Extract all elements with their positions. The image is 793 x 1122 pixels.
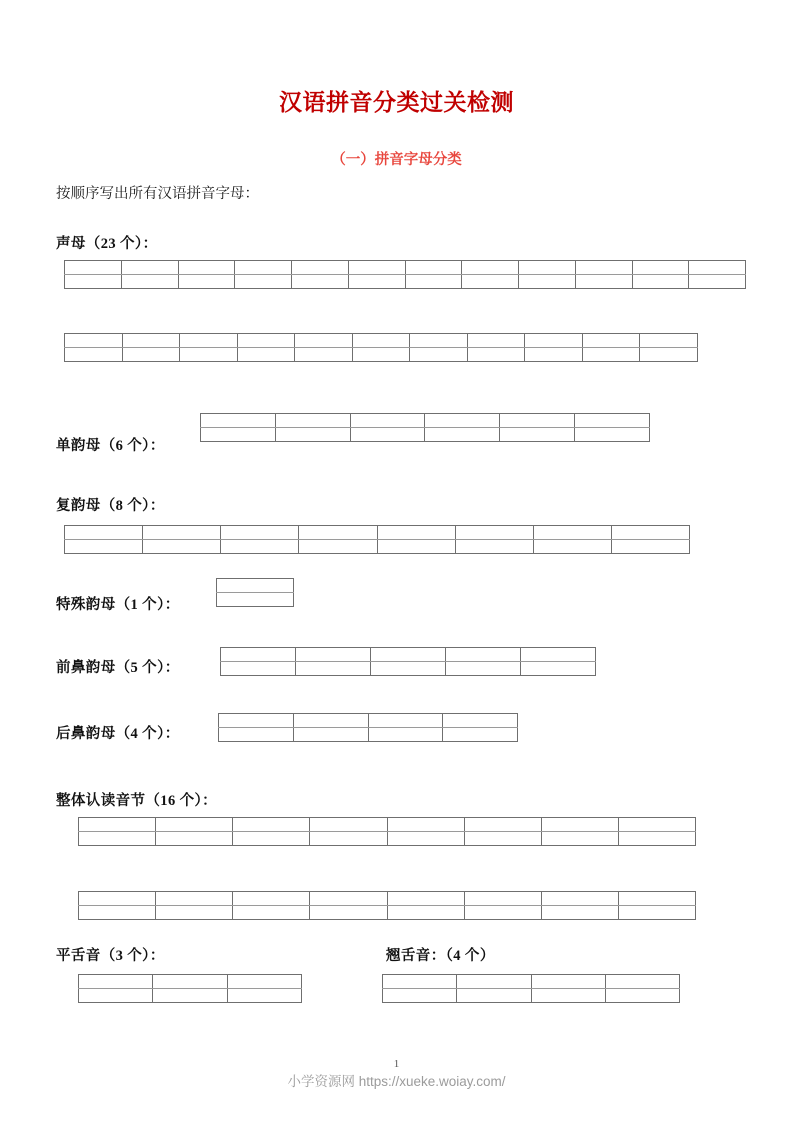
answer-row [219,728,518,742]
answer-cell[interactable] [227,975,301,989]
answer-cell[interactable] [235,275,292,289]
answer-cell[interactable] [233,892,310,906]
answer-cell[interactable] [618,832,695,846]
answer-cell[interactable] [500,414,575,428]
answer-cell[interactable] [122,348,180,362]
answer-cell[interactable] [410,334,468,348]
answer-cell[interactable] [275,414,350,428]
answer-cell[interactable] [582,334,640,348]
answer-cell[interactable] [221,648,296,662]
answer-cell[interactable] [292,261,349,275]
answer-cell[interactable] [201,428,276,442]
answer-cell[interactable] [350,414,425,428]
answer-cell[interactable] [121,275,178,289]
answer-cell[interactable] [156,892,233,906]
answer-cell[interactable] [446,662,521,676]
footer-credit: 小学资源网 https://xueke.woiay.com/ [287,1074,506,1089]
answer-cell[interactable] [79,818,156,832]
answer-grid-pingsheyin[interactable] [78,974,302,1003]
answer-cell[interactable] [519,275,576,289]
answer-grid-zhengtirendu-2[interactable] [78,891,696,920]
answer-cell[interactable] [455,540,533,554]
answer-cell[interactable] [457,989,531,1003]
answer-grid-shengmu-1[interactable] [64,260,746,289]
answer-row [65,540,690,554]
answer-cell[interactable] [457,975,531,989]
answer-cell[interactable] [383,989,457,1003]
answer-row [221,662,596,676]
answer-cell[interactable] [618,906,695,920]
answer-cell[interactable] [275,428,350,442]
answer-cell[interactable] [455,526,533,540]
answer-cell[interactable] [180,334,238,348]
answer-row [79,906,696,920]
page-title: 汉语拼音分类过关检测 [279,89,514,115]
answer-cell[interactable] [467,334,525,348]
answer-cell[interactable] [180,348,238,362]
answer-row [65,261,746,275]
answer-cell[interactable] [446,648,521,662]
answer-cell[interactable] [221,540,299,554]
answer-row [65,334,698,348]
answer-cell[interactable] [368,714,443,728]
answer-grid-qianbiyunmu[interactable] [220,647,596,676]
answer-cell[interactable] [387,892,464,906]
answer-cell[interactable] [611,526,689,540]
answer-cell[interactable] [467,348,525,362]
answer-cell[interactable] [293,728,368,742]
answer-cell[interactable] [348,261,405,275]
answer-grid-fuyunmu[interactable] [64,525,690,554]
answer-cell[interactable] [582,348,640,362]
answer-cell[interactable] [350,428,425,442]
answer-cell[interactable] [233,906,310,920]
answer-cell[interactable] [410,348,468,362]
section-label-qianbiyunmu: 前鼻韵母（5 个）： [56,660,180,676]
answer-cell[interactable] [521,648,596,662]
section-label-shengmu: 声母（23 个）： [56,236,158,252]
answer-cell[interactable] [443,728,518,742]
answer-cell[interactable] [541,818,618,832]
section-label-qiaosheyin: 翘舌音：（4 个） [386,948,495,964]
answer-cell[interactable] [533,540,611,554]
answer-cell[interactable] [377,540,455,554]
answer-cell[interactable] [541,906,618,920]
answer-cell[interactable] [156,832,233,846]
answer-cell[interactable] [348,275,405,289]
answer-row [79,818,696,832]
answer-cell[interactable] [310,906,387,920]
answer-cell[interactable] [295,348,353,362]
answer-cell[interactable] [640,348,698,362]
answer-cell[interactable] [371,662,446,676]
answer-cell[interactable] [310,892,387,906]
answer-cell[interactable] [531,975,605,989]
answer-cell[interactable] [178,261,235,275]
answer-cell[interactable] [156,818,233,832]
answer-cell[interactable] [227,989,301,1003]
answer-cell[interactable] [383,975,457,989]
answer-cell[interactable] [605,989,679,1003]
answer-row [217,579,294,593]
answer-row [65,526,690,540]
answer-cell[interactable] [79,906,156,920]
answer-cell[interactable] [65,275,122,289]
answer-cell[interactable] [541,892,618,906]
answer-row [201,428,650,442]
answer-cell[interactable] [464,832,541,846]
section-label-pingsheyin: 平舌音（3 个）： [56,948,165,964]
answer-cell[interactable] [79,832,156,846]
answer-cell[interactable] [443,714,518,728]
answer-cell[interactable] [233,832,310,846]
answer-cell[interactable] [387,832,464,846]
section-label-danyunmu: 单韵母（6 个）： [56,438,165,454]
answer-cell[interactable] [296,662,371,676]
answer-cell[interactable] [65,526,143,540]
answer-cell[interactable] [689,261,746,275]
answer-cell[interactable] [219,728,294,742]
answer-cell[interactable] [221,662,296,676]
answer-grid-houbiyunmu[interactable] [218,713,518,742]
answer-cell[interactable] [299,540,377,554]
answer-cell[interactable] [65,540,143,554]
answer-cell[interactable] [575,428,650,442]
answer-cell[interactable] [425,414,500,428]
answer-cell[interactable] [237,334,295,348]
answer-cell[interactable] [153,989,227,1003]
answer-cell[interactable] [377,526,455,540]
answer-cell[interactable] [500,428,575,442]
answer-cell[interactable] [217,593,294,607]
answer-cell[interactable] [310,832,387,846]
answer-row [79,832,696,846]
answer-cell[interactable] [65,334,123,348]
answer-cell[interactable] [575,261,632,275]
section-label-fuyunmu: 复韵母（8 个）： [56,498,165,514]
answer-cell[interactable] [65,261,122,275]
answer-cell[interactable] [153,975,227,989]
section-label-zhengtirendu: 整体认读音节（16 个）： [56,793,218,809]
answer-cell[interactable] [143,540,221,554]
answer-cell[interactable] [217,579,294,593]
answer-cell[interactable] [65,348,123,362]
answer-cell[interactable] [79,989,153,1003]
page-subtitle: （一）拼音字母分类 [331,152,462,168]
answer-row [201,414,650,428]
answer-grid-zhengtirendu-1[interactable] [78,817,696,846]
answer-row [217,593,294,607]
answer-cell[interactable] [156,906,233,920]
answer-cell[interactable] [352,334,410,348]
answer-cell[interactable] [533,526,611,540]
answer-cell[interactable] [525,348,583,362]
answer-row [79,892,696,906]
answer-cell[interactable] [310,818,387,832]
answer-cell[interactable] [632,261,689,275]
answer-cell[interactable] [371,648,446,662]
answer-grid-danyunmu[interactable] [200,413,650,442]
answer-cell[interactable] [387,906,464,920]
answer-cell[interactable] [464,906,541,920]
answer-cell[interactable] [425,428,500,442]
answer-cell[interactable] [79,892,156,906]
answer-row [79,989,302,1003]
answer-cell[interactable] [632,275,689,289]
answer-cell[interactable] [122,334,180,348]
answer-cell[interactable] [462,275,519,289]
answer-cell[interactable] [368,728,443,742]
answer-cell[interactable] [352,348,410,362]
answer-cell[interactable] [143,526,221,540]
answer-cell[interactable] [640,334,698,348]
answer-cell[interactable] [295,334,353,348]
answer-cell[interactable] [575,275,632,289]
answer-cell[interactable] [235,261,292,275]
answer-cell[interactable] [531,989,605,1003]
answer-cell[interactable] [121,261,178,275]
answer-cell[interactable] [689,275,746,289]
answer-cell[interactable] [605,975,679,989]
answer-cell[interactable] [221,526,299,540]
answer-cell[interactable] [462,261,519,275]
page-number: 1 [393,1058,400,1070]
answer-cell[interactable] [405,275,462,289]
answer-cell[interactable] [237,348,295,362]
answer-cell[interactable] [521,662,596,676]
answer-row [79,975,302,989]
answer-cell[interactable] [233,818,310,832]
answer-cell[interactable] [299,526,377,540]
answer-cell[interactable] [293,714,368,728]
section-label-teshuyunmu: 特殊韵母（1 个）： [56,597,180,613]
answer-cell[interactable] [292,275,349,289]
answer-cell[interactable] [201,414,276,428]
instruction-text: 按顺序写出所有汉语拼音字母： [56,186,259,202]
answer-grid-teshuyunmu[interactable] [216,578,294,607]
answer-row [65,348,698,362]
section-label-houbiyunmu: 后鼻韵母（4 个）： [56,726,180,742]
answer-grid-qiaosheyin[interactable] [382,974,680,1003]
answer-cell[interactable] [575,414,650,428]
answer-cell[interactable] [525,334,583,348]
answer-cell[interactable] [405,261,462,275]
answer-grid-shengmu-2[interactable] [64,333,698,362]
answer-cell[interactable] [464,892,541,906]
answer-row [383,975,680,989]
answer-row [383,989,680,1003]
answer-cell[interactable] [611,540,689,554]
answer-row [65,275,746,289]
answer-cell[interactable] [79,975,153,989]
answer-cell[interactable] [541,832,618,846]
answer-cell[interactable] [618,818,695,832]
answer-cell[interactable] [387,818,464,832]
answer-cell[interactable] [296,648,371,662]
answer-cell[interactable] [219,714,294,728]
answer-cell[interactable] [618,892,695,906]
answer-row [221,648,596,662]
answer-row [219,714,518,728]
answer-cell[interactable] [464,818,541,832]
answer-cell[interactable] [519,261,576,275]
answer-cell[interactable] [178,275,235,289]
